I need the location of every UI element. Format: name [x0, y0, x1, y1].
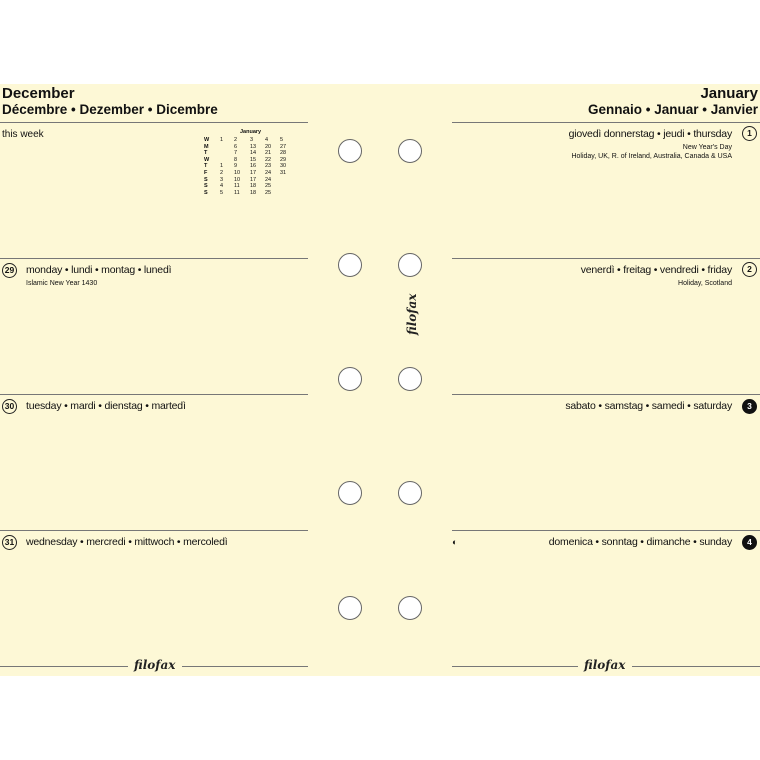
mini-calendar-title: January [240, 129, 262, 135]
mini-calendar-cell: 4 [220, 183, 224, 190]
day-entry [26, 264, 171, 288]
right-day-rule [452, 258, 760, 259]
day-name: venerdì • freitag • vendredi • friday [580, 264, 732, 276]
day-entry [569, 128, 732, 161]
day-name: tuesday • mardi • dienstag • martedì [26, 400, 186, 412]
day-number-badge: 3 [742, 399, 757, 414]
punch-hole [398, 253, 422, 277]
right-day-rule [452, 394, 760, 395]
day-entry [26, 400, 186, 412]
day-name: domenica • sonntag • dimanche • sunday [548, 536, 732, 548]
mini-calendar-cell: 14 [250, 150, 257, 157]
day-number-badge: 30 [2, 399, 17, 414]
day-entry [581, 264, 732, 288]
mini-calendar-cell: 17 [250, 169, 257, 176]
day-name: wednesday • mercredi • mittwoch • mercoledì [26, 536, 228, 548]
mini-calendar-cell: 23 [265, 163, 272, 170]
mini-calendar-cell: 15 [250, 156, 257, 163]
mini-calendar-cell: 31 [280, 169, 287, 176]
mini-calendar-cell: 2 [220, 169, 224, 176]
mini-calendar-cell: 17 [250, 176, 257, 183]
right-footer-brand: filofax [584, 658, 626, 672]
right-footer-rule [452, 666, 578, 667]
day-number-badge: 4 [742, 535, 757, 550]
diary-sheet [0, 84, 760, 676]
mini-calendar-cell: 25 [265, 183, 272, 190]
left-day-rule [0, 394, 308, 395]
day-note-secondary: Holiday, UK, R. of Ireland, Australia, Canada & USA [571, 153, 732, 160]
mini-calendar-cell: 20 [265, 143, 272, 150]
mini-calendar-cell: 9 [234, 163, 238, 170]
mini-calendar-cell: 5 [280, 137, 284, 143]
day-number-badge: 2 [742, 262, 757, 277]
right-month-header [588, 86, 758, 118]
right-day-rule [452, 530, 760, 531]
day-note: Holiday, Scotland [678, 280, 732, 287]
day-entry [549, 536, 732, 548]
left-month-header [2, 86, 218, 118]
punch-hole [398, 481, 422, 505]
mini-calendar-cell: 2 [234, 137, 238, 143]
mini-calendar-cell: 10 [234, 169, 241, 176]
mini-calendar-row-label: M [204, 143, 209, 150]
mini-calendar-cell: 5 [220, 189, 224, 196]
mini-calendar-cell: 4 [265, 137, 269, 143]
day-entry [26, 536, 227, 548]
mini-calendar-cell: 21 [265, 150, 272, 157]
mini-calendar-cell: 1 [220, 137, 224, 143]
left-footer-rule [182, 666, 308, 667]
mini-calendar-cell: 29 [280, 156, 287, 163]
left-footer-brand: filofax [134, 658, 176, 672]
left-month-title: December [2, 85, 75, 102]
this-week-label: this week [2, 129, 44, 140]
punch-hole [338, 139, 362, 163]
day-name: monday • lundi • montag • lunedì [26, 264, 172, 276]
day-number-badge: 1 [742, 126, 757, 141]
mini-calendar-cell: 22 [265, 156, 272, 163]
mini-calendar-row-label: S [204, 189, 208, 196]
mini-calendar-row-label: S [204, 176, 208, 183]
punch-hole [398, 596, 422, 620]
mini-calendar-cell: 11 [234, 189, 240, 196]
day-note: Islamic New Year 1430 [26, 280, 98, 287]
mini-calendar-grid [204, 137, 294, 196]
punch-hole [398, 139, 422, 163]
mini-calendar-cell: 16 [250, 163, 257, 170]
mini-calendar-cell [220, 157, 234, 164]
mini-calendar-cell: 18 [250, 183, 257, 190]
left-month-translations: Décembre • Dezember • Dicembre [2, 102, 218, 117]
mini-calendar-cell: 6 [234, 143, 238, 150]
punch-hole [338, 253, 362, 277]
right-month-title: January [700, 85, 758, 102]
mini-calendar-cell: 24 [265, 169, 272, 176]
left-header-rule [0, 122, 308, 123]
day-number-badge: 29 [2, 263, 17, 278]
mini-calendar-cell [280, 190, 294, 197]
mini-calendar-cell [280, 183, 294, 190]
mini-calendar-row-label: F [204, 169, 208, 176]
mini-calendar-cell: 3 [250, 137, 254, 143]
right-footer-rule [632, 666, 760, 667]
mini-calendar-cell [220, 150, 234, 157]
mini-calendar-cell: 30 [280, 163, 287, 170]
mini-calendar-cell [280, 177, 294, 184]
left-footer-rule [0, 666, 128, 667]
right-month-translations: Gennaio • Januar • Janvier [587, 102, 758, 117]
mini-calendar-cell: 25 [265, 189, 272, 196]
mini-calendar-row-label: T [204, 150, 208, 157]
mini-calendar-cell: 8 [234, 156, 238, 163]
punch-hole [338, 367, 362, 391]
mini-calendar-cell: 1 [220, 163, 224, 170]
mini-calendar-cell: 10 [234, 176, 241, 183]
mini-calendar-cell: 3 [220, 176, 224, 183]
punch-hole [338, 596, 362, 620]
day-entry [565, 400, 732, 412]
day-note: New Year's Day [682, 144, 732, 151]
mini-calendar-row-label: W [204, 137, 210, 143]
mini-calendar-row-label: S [204, 183, 208, 190]
punch-hole [338, 481, 362, 505]
left-day-rule [0, 258, 308, 259]
mini-calendar-row-label: T [204, 163, 208, 170]
mini-calendar-cell: 7 [234, 150, 238, 157]
day-name: giovedì donnerstag • jeudi • thursday [568, 128, 732, 140]
mini-calendar-cell: 13 [250, 143, 257, 150]
mini-calendar-cell: 28 [280, 150, 287, 157]
punch-hole [398, 367, 422, 391]
left-day-rule [0, 530, 308, 531]
mini-calendar-cell: 18 [250, 189, 257, 196]
moon-phase-icon: ◐ [452, 537, 458, 547]
right-header-rule [452, 122, 760, 123]
day-name: sabato • samstag • samedi • saturday [565, 400, 732, 412]
mini-calendar-cell [220, 144, 234, 151]
day-number-badge: 31 [2, 535, 17, 550]
mini-calendar-cell: 24 [265, 176, 272, 183]
mini-calendar-cell: 11 [234, 183, 240, 190]
mini-calendar-row-label: W [204, 156, 210, 163]
center-brand-logo: filofax [405, 293, 419, 335]
mini-calendar-cell: 27 [280, 143, 287, 150]
